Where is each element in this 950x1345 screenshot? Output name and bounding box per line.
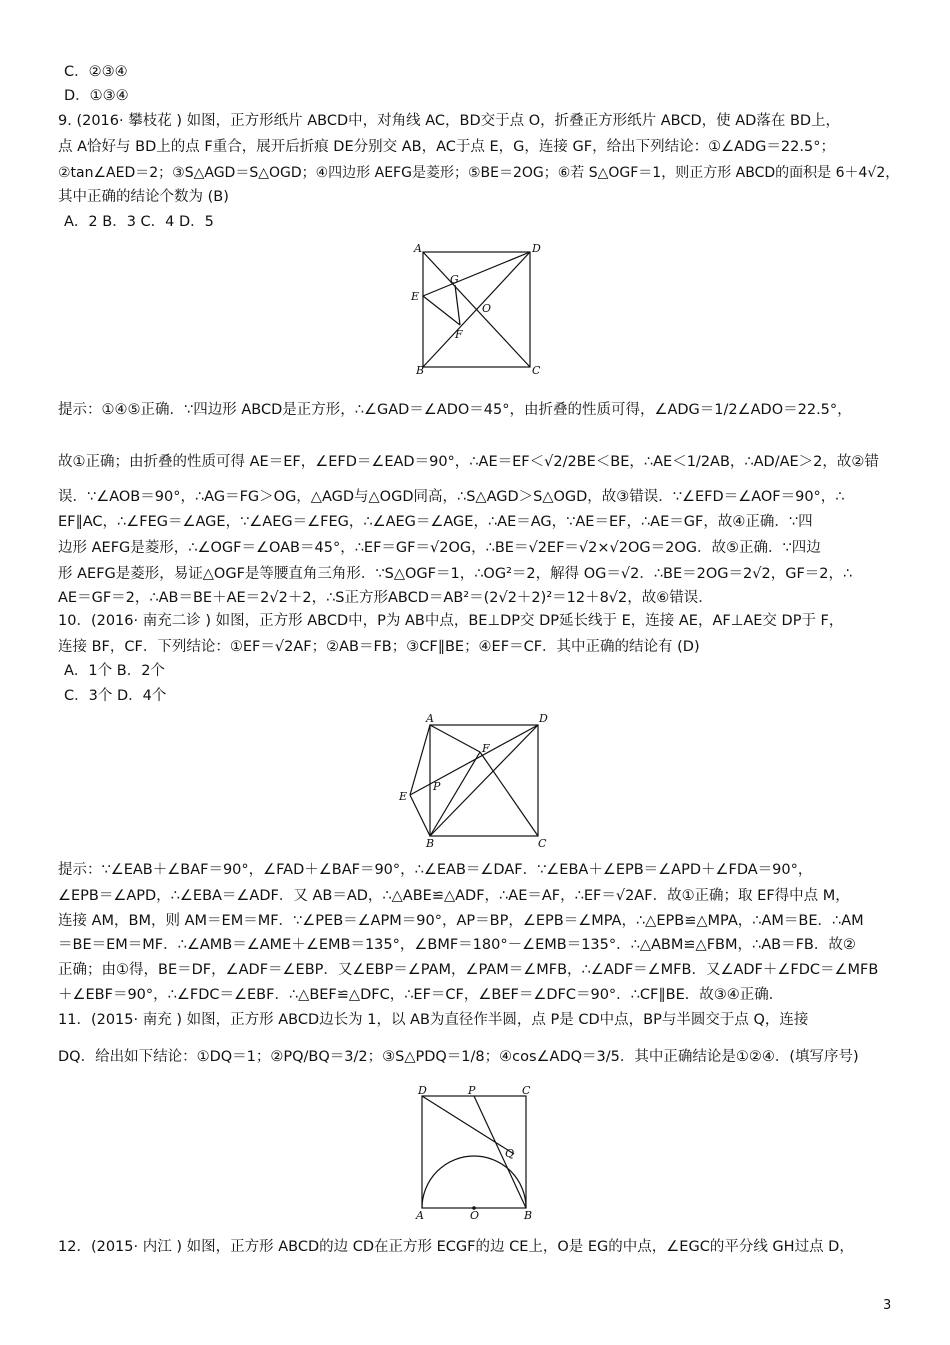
- q10-line-2: 连接 BF，CF．下列结论：①EF＝√2AF；②AB＝FB；③CF∥BE；④EF＝CF．其中正确的结论有 (D): [58, 639, 700, 655]
- fig9-label-O: O: [482, 302, 492, 315]
- fig11-label-Q: Q: [505, 1147, 515, 1160]
- fig11-label-D: D: [418, 1084, 427, 1097]
- fig9-label-E: E: [411, 290, 420, 303]
- fig11-label-O: O: [470, 1209, 480, 1222]
- hint10-line-2: ∠EPB＝∠APD，∴∠EBA＝∠ADF．又 AB＝AD，∴△ABE≌△ADF，∴AE＝AF，∴EF＝√2AF．故①正确；取 EF得中点 M，: [58, 888, 850, 904]
- fig10-label-C: C: [538, 837, 547, 850]
- fig11-label-C: C: [522, 1084, 531, 1097]
- q11-line-2: DQ．给出如下结论：①DQ＝1；②PQ/BQ＝3/2；③S△PDQ＝1/8；④cos∠ADQ＝3/5．其中正确结论是①②④．(填写序号): [58, 1049, 859, 1065]
- q9-line-4: 其中正确的结论个数为 (B): [58, 189, 229, 205]
- hint9-line-7: AE＝GF＝2，∴AB＝BE＋AE＝2√2＋2，∴S正方形ABCD＝AB²＝(2√2＋2)²＝12＋8√2，故⑥错误．: [58, 590, 713, 606]
- q9-line-3: ②tan∠AED＝2；③S△AGD＝S△OGD；④四边形 AEFG是菱形；⑤BE＝2OG；⑥若 S△OGF＝1，则正方形 ABCD的面积是 6＋4√2，: [58, 165, 900, 181]
- fig9-label-A: A: [414, 242, 422, 255]
- q10-options-2: C．3个 D．4个: [64, 688, 167, 704]
- page-number: 3: [883, 1298, 892, 1313]
- fig9-label-F: F: [455, 328, 463, 341]
- fig9-label-C: C: [532, 364, 541, 377]
- hint9-line-6: 形 AEFG是菱形，易证△OGF是等腰直角三角形．∵S△OGF＝1，∴OG²＝2，解得 OG＝√2．∴BE＝2OG＝2√2，GF＝2，∴: [58, 566, 853, 582]
- q10-line-1: 10．(2016· 南充二诊 ) 如图，正方形 ABCD中，P为 AB中点，BE⊥DP交 DP延长线于 E，连接 AE，AF⊥AE交 DP于 F，: [58, 613, 844, 629]
- fig11-label-P: P: [468, 1084, 476, 1097]
- fig9-label-G: G: [450, 273, 459, 286]
- hint9-line-2: 故①正确；由折叠的性质可得 AE＝EF，∠EFD＝∠EAD＝90°，∴AE＝EF＜√2/2BE＜BE，∴AE＜1/2AB，∴AD/AE＞2，故②错: [58, 454, 879, 470]
- hint9-line-1: 提示：①④⑤正确．∵四边形 ABCD是正方形，∴∠GAD＝∠ADO＝45°，由折叠的性质可得，∠ADG＝1/2∠ADO＝22.5°，: [58, 402, 852, 418]
- hint10-line-3: 连接 AM，BM，则 AM＝EM＝MF．∵∠PEB＝∠APM＝90°，AP＝BP，∠EPB＝∠MPA，∴△EPB≌△MPA，∴AM＝BE．∴AM: [58, 913, 864, 929]
- fig10-label-F: F: [482, 742, 490, 755]
- fig10-label-A: A: [426, 712, 434, 725]
- fig10-label-P: P: [433, 780, 441, 793]
- q11-line-1: 11．(2015· 南充 ) 如图，正方形 ABCD边长为 1，以 AB为直径作半圆，点 P是 CD中点，BP与半圆交于点 Q，连接: [58, 1012, 809, 1028]
- hint9-line-3: 误．∵∠AOB＝90°，∴AG＝FG＞OG，△AGD与△OGD同高，∴S△AGD＞S△OGD，故③错误．∵∠EFD＝∠AOF＝90°，∴: [58, 489, 845, 505]
- fig10-label-E: E: [399, 790, 408, 803]
- line-2: D．①③④: [64, 88, 129, 104]
- fig11-label-A: A: [416, 1209, 424, 1222]
- hint10-line-1: 提示：∵∠EAB＋∠BAF＝90°，∠FAD＋∠BAF＝90°，∴∠EAB＝∠DAF．∵∠EBA＋∠EPB＝∠APD＋∠FDA＝90°，: [58, 862, 813, 878]
- q9-options: A．2 B．3 C．4 D．5: [64, 214, 214, 230]
- hint10-line-6: ＋∠EBF＝90°，∴∠FDC＝∠EBF．∴△BEF≌△DFC，∴EF＝CF，∠BEF＝∠DFC＝90°．∴CF∥BE．故③④正确．: [58, 987, 784, 1003]
- fig9-label-B: B: [416, 364, 425, 377]
- fig10-label-B: B: [426, 837, 435, 850]
- fig9-label-D: D: [532, 242, 541, 255]
- hint9-line-5: 边形 AEFG是菱形，∴∠OGF＝∠OAB＝45°，∴EF＝GF＝√2OG，∴BE＝√2EF＝√2×√2OG＝2OG．故⑤正确．∵四边: [58, 540, 821, 556]
- hint10-line-5: 正确；由①得，BE＝DF，∠ADF＝∠EBP．又∠EBP＝∠PAM，∠PAM＝∠MFB，∴∠ADF＝∠MFB．又∠ADF＋∠FDC＝∠MFB: [58, 962, 879, 978]
- line-1: C．②③④: [64, 64, 128, 80]
- q9-line-1: 9. (2016· 攀枝花 ) 如图，正方形纸片 ABCD中，对角线 AC，BD交于点 O，折叠正方形纸片 ABCD，使 AD落在 BD上，: [58, 113, 841, 129]
- q10-options-1: A．1个 B．2个: [64, 663, 165, 679]
- q9-line-2: 点 A恰好与 BD上的点 F重合，展开后折痕 DE分别交 AB，AC于点 E，G，连接 GF，给出下列结论：①∠ADG＝22.5°；: [58, 139, 835, 155]
- fig11-label-B: B: [524, 1209, 533, 1222]
- figure-q9: [408, 240, 541, 377]
- figure-q10: [395, 710, 555, 850]
- q12-line-1: 12．(2015· 内江 ) 如图，正方形 ABCD的边 CD在正方形 ECGF的边 CE上，O是 EG的中点，∠EGC的平分线 GH过点 D，: [58, 1239, 854, 1255]
- figure-q11: [408, 1082, 538, 1222]
- hint10-line-4: ＝BE＝EM＝MF．∴∠AMB＝∠AME＋∠EMB＝135°，∠BMF＝180°－∠EMB＝135°．∴△ABM≌△FBM，∴AB＝FB．故②: [58, 937, 856, 953]
- hint9-line-4: EF∥AC，∴∠FEG＝∠AGE，∵∠AEG＝∠FEG，∴∠AEG＝∠AGE，∴AE＝AG，∵AE＝EF，∴AE＝GF，故④正确．∵四: [58, 514, 813, 530]
- fig10-label-D: D: [539, 712, 548, 725]
